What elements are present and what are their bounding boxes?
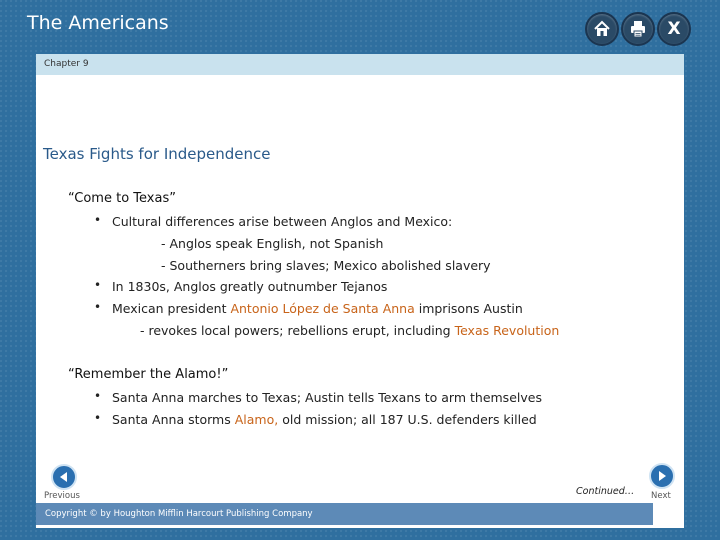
bullet-icon: • <box>94 300 102 314</box>
arrow-left-icon <box>58 471 70 483</box>
highlight-alamo: Alamo, <box>234 412 279 427</box>
home-button[interactable] <box>585 12 619 46</box>
previous-button[interactable] <box>51 464 77 490</box>
slide-panel <box>36 54 684 528</box>
print-icon <box>629 20 647 38</box>
close-button[interactable] <box>657 12 691 46</box>
list-item: Santa Anna marches to Texas; Austin tells Texans to arm themselves <box>112 390 542 405</box>
list-item: In 1830s, Anglos greatly outnumber Tejanos <box>112 279 388 294</box>
close-icon: X <box>667 19 681 39</box>
list-item: Cultural differences arise between Anglos and Mexico: <box>112 214 453 229</box>
bullet-icon: • <box>94 213 102 227</box>
text-segment: Mexican president <box>112 301 231 316</box>
list-subitem: - Anglos speak English, not Spanish <box>161 236 384 251</box>
home-icon <box>593 20 611 38</box>
text-segment: old mission; all 187 U.S. defenders killed <box>278 412 537 427</box>
next-button[interactable] <box>649 463 675 489</box>
bullet-icon: • <box>94 278 102 292</box>
list-item <box>112 412 537 427</box>
previous-label[interactable]: Previous <box>44 491 80 501</box>
app-title: The Americans <box>27 12 169 34</box>
list-subitem: - Southerners bring slaves; Mexico abolished slavery <box>161 258 491 273</box>
arrow-right-icon <box>656 470 668 482</box>
text-segment: Santa Anna storms <box>112 412 235 427</box>
highlight-santa-anna: Antonio López de Santa Anna <box>230 301 415 316</box>
slide-title: Texas Fights for Independence <box>43 145 271 163</box>
chapter-bar <box>36 54 684 75</box>
footer-bar <box>36 503 653 525</box>
text-segment: - revokes local powers; rebellions erupt, including <box>140 323 455 338</box>
bullet-icon: • <box>94 411 102 425</box>
highlight-texas-revolution: Texas Revolution <box>454 323 560 338</box>
bullet-icon: • <box>94 389 102 403</box>
section-heading: “Remember the Alamo!” <box>68 367 229 382</box>
chapter-label: Chapter 9 <box>44 59 89 69</box>
print-button[interactable] <box>621 12 655 46</box>
next-label[interactable]: Next <box>651 491 671 501</box>
list-subitem <box>140 323 559 338</box>
section-heading: “Come to Texas” <box>68 191 176 206</box>
text-segment: imprisons Austin <box>414 301 523 316</box>
continued-label: Continued… <box>576 486 635 497</box>
list-item <box>112 301 523 316</box>
copyright-text: Copyright © by Houghton Mifflin Harcourt Publishing Company <box>45 509 313 519</box>
